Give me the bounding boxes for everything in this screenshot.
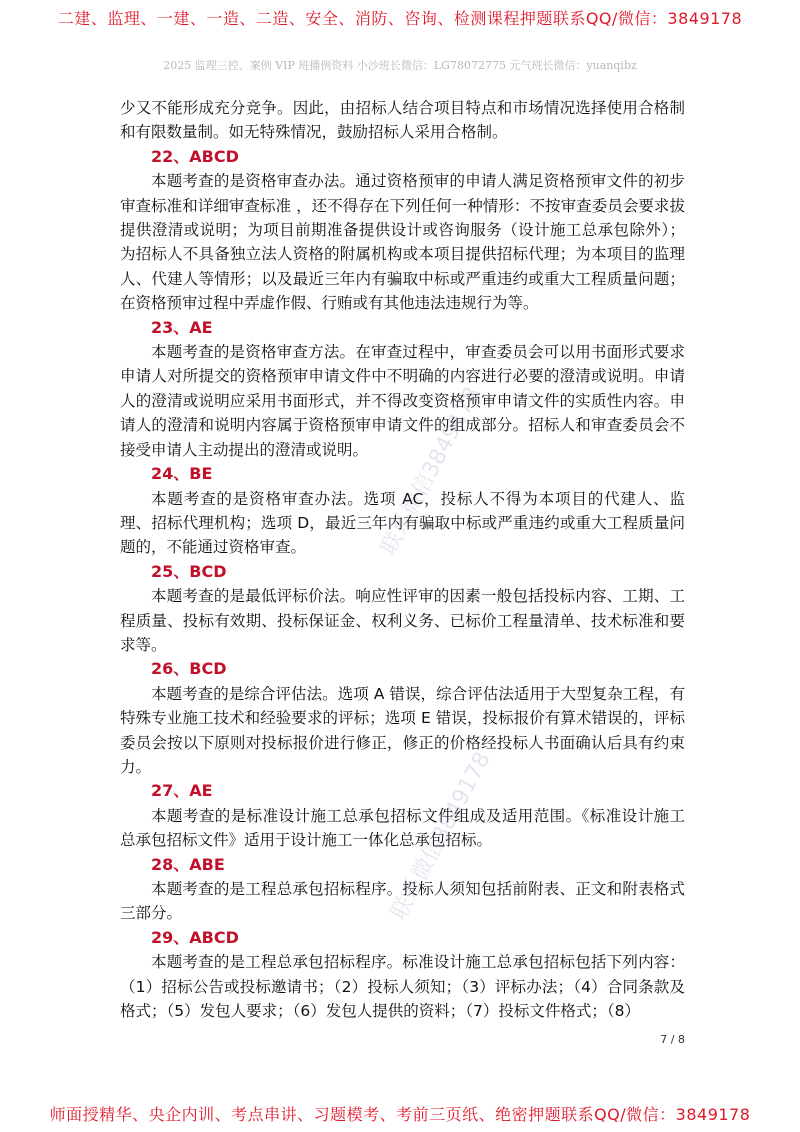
- answer-explanation: 本题考查的是资格审查办法。通过资格预审的申请人满足资格预审文件的初步审查标准和详细审查标准 ，还不得存在下列任何一种情形：不按审查委员会要求拔提供澄清或说明；为项目前期准备提供设计或咨询服务（设计施工总承包除外）；为招标人不具备独立法人资格的附属机构或本项目提供招标代理；为本项目的监理人、代建人等情形；以及最近三年内有骗取中标或严重违约或重大工程质量问题；在资格预审过程中弄虚作假、行贿或有其他违法违规行为等。: [120, 172, 685, 313]
- answer-explanation: 本题考查的是资格审查办法。选项 AC，投标人不得为本项目的代建人、监理、招标代理机构；选项 D，最近三年内有骗取中标或严重违约或重大工程质量问题的，不能通过资格审查。: [120, 489, 685, 557]
- answer-label: 29、ABCD: [151, 927, 239, 947]
- answer-label: 23、AE: [151, 317, 213, 337]
- page-number: 7 / 8: [660, 1033, 685, 1046]
- answer-label: 25、BCD: [151, 561, 227, 581]
- answer-label: 24、BE: [151, 464, 213, 484]
- answer-explanation: 本题考查的是工程总承包招标程序。标准设计施工总承包招标包括下列内容：（1）招标公告或投标邀请书；（2）投标人须知；（3）评标办法；（4）合同条款及格式；（5）发包人要求；（6）发包人提供的资料；（7）投标文件格式；（8）: [120, 953, 685, 1021]
- answer-label: 27、AE: [151, 781, 213, 801]
- answer-explanation: 本题考查的是综合评估法。选项 A 错误，综合评估法适用于大型复杂工程，有特殊专业施工技术和经验要求的评标；选项 E 错误，投标报价有算术错误的，评标委员会按以下原则对投标报价进行修正，修正的价格经投标人书面确认后具有约束力。: [120, 684, 685, 776]
- answer-explanation: 本题考查的是工程总承包招标程序。投标人须知包括前附表、正文和附表格式三部分。: [120, 880, 685, 923]
- intro-paragraph: 少又不能形成充分竞争。因此，由招标人结合项目特点和市场情况选择使用合格制和有限数量制。如无特殊情况，鼓励招标人采用合格制。: [120, 99, 685, 142]
- answer-explanation: 本题考查的是资格审查方法。在审查过程中，审查委员会可以用书面形式要求申请人对所提交的资格预审申请文件中不明确的内容进行必要的澄清或说明。申请人的澄清或说明应采用书面形式，并不得改变资格预审申请文件的实质性内容。申请人的澄清和说明内容属于资格预审申请文件的组成部分。招标人和审查委员会不接受申请人主动提出的澄清或说明。: [120, 343, 685, 459]
- watermark: 联系微信3849178: [386, 748, 496, 925]
- answer-explanation: 本题考查的是标准设计施工总承包招标文件组成及适用范围。《标准设计施工总承包招标文件》适用于设计施工一体化总承包招标。: [120, 806, 685, 850]
- answer-list: [120, 145, 685, 1024]
- page-header: 2025 监理三控、案例 VIP 班播例资料 小沙班长微信：LG78072775 元气班长微信：yuanqibz: [163, 59, 637, 72]
- document-body: [120, 96, 685, 1023]
- bottom-banner: 师面授精华、央企内训、考点串讲、习题模考、考前三页纸、绝密押题联系QQ/微信：3849178: [49, 1105, 751, 1124]
- answer-explanation: 本题考查的是最低评标价法。响应性评审的因素一般包括投标内容、工期、工程质量、投标有效期、投标保证金、权利义务、已标价工程量清单、技术标准和要求等。: [120, 587, 685, 654]
- watermark: 联系微信3849178: [376, 383, 486, 560]
- top-banner: 二建、监理、一建、一造、二造、安全、消防、咨询、检测课程押题联系QQ/微信：3849178: [57, 9, 743, 28]
- answer-label: 26、BCD: [151, 659, 227, 679]
- answer-label: 28、ABE: [151, 854, 225, 874]
- answer-label: 22、ABCD: [151, 146, 239, 166]
